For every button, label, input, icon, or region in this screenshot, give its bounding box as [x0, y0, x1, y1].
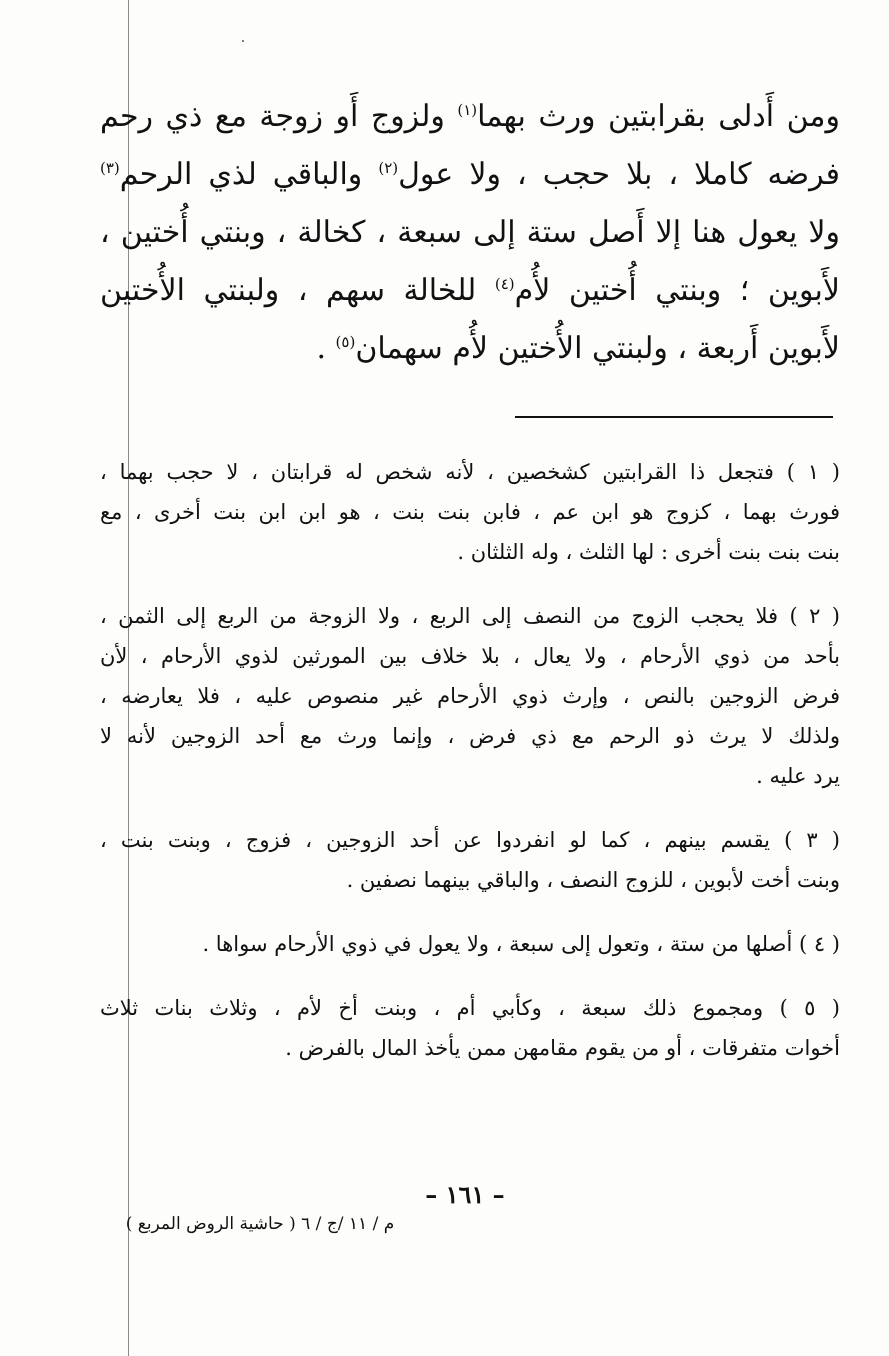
- footnote-2-line-1: ( ٢ ) فلا يحجب الزوج من النصف إلى الربع ، ولا الزوجة من الربع إلى الثمن ،: [100, 604, 840, 628]
- footnote-1-line-3: بنت بنت بنت أخرى : لها الثلث ، وله الثلثان .: [457, 540, 840, 564]
- main-line-1: [100, 88, 840, 146]
- footnote-5: [100, 988, 840, 1068]
- footnote-4: [100, 924, 840, 964]
- footnote-marker-1[interactable]: (١): [457, 101, 478, 119]
- footnote-5-line-2: أخوات متفرقات ، أو من يقوم مقامهن ممن يأخذ المال بالفرض .: [285, 1036, 840, 1060]
- footnote-marker-4[interactable]: (٤): [494, 275, 515, 293]
- main-line-1-head: ومن أَدلى بقرابتين ورث بهما: [477, 99, 840, 134]
- printer-signature: م / ١١ /ج / ٦ ( حاشية الروض المربع ): [125, 1214, 395, 1234]
- main-line-5-tail: .: [316, 331, 326, 366]
- paper-speck: [242, 40, 244, 42]
- footnote-2-line-2: بأحد من ذوي الأرحام ، ولا يعال ، بلا خلاف بين المورثين لذوي الأرحام ، لأن: [100, 644, 840, 668]
- footnote-marker-5[interactable]: (٥): [335, 333, 356, 351]
- footnote-marker-2[interactable]: (٢): [378, 159, 399, 177]
- footnote-1: [100, 452, 840, 572]
- main-line-5-head: لأَبوين أَربعة ، ولبنتي الأُختين لأُم سهمان: [355, 331, 840, 366]
- footnote-1-line-2: فورث بهما ، كزوج هو ابن عم ، فابن بنت بنت ، هو ابن ابن بنت أخرى ، مع: [100, 500, 840, 524]
- page-number: – ١٦١ –: [425, 1180, 505, 1209]
- main-line-4: [100, 262, 840, 320]
- footnote-5-line-1: ( ٥ ) ومجموع ذلك سبعة ، وكأبي أم ، وبنت أخ لأم ، وثلاث بنات ثلاث: [100, 996, 840, 1020]
- main-line-5: [100, 320, 840, 378]
- main-line-2: [100, 146, 840, 204]
- footnote-marker-3[interactable]: (٣): [100, 159, 120, 177]
- footnote-3-line-2: وبنت أخت لأبوين ، للزوج النصف ، والباقي بينهما نصفين .: [346, 868, 840, 892]
- footnote-3: [100, 820, 840, 900]
- main-line-4-tail: للخالة سهم ، ولبنتي الأُختين: [100, 273, 477, 308]
- footnote-2-line-4: ولذلك لا يرث ذو الرحم مع ذي فرض ، وإنما ورث مع أحد الزوجين لأنه لا: [100, 724, 840, 748]
- main-text-block: [100, 88, 840, 378]
- main-line-1-tail: ولزوج أَو زوجة مع ذي رحم: [100, 99, 445, 134]
- main-line-2-head: فرضه كاملا ، بلا حجب ، ولا عول: [398, 157, 841, 192]
- main-line-2-tail: والباقي لذي الرحم: [119, 157, 363, 192]
- footnote-1-line-1: ( ١ ) فتجعل ذا القرابتين كشخصين ، لأنه شخص له قرابتان ، لا حجب بهما ،: [100, 460, 841, 484]
- footnote-separator: [515, 416, 833, 418]
- footnote-2: [100, 596, 840, 796]
- footnote-3-line-1: ( ٣ ) يقسم بينهم ، كما لو انفردوا عن أحد الزوجين ، فزوج ، وبنت بنت ،: [100, 828, 840, 852]
- footnote-4-line-1: ( ٤ ) أصلها من ستة ، وتعول إلى سبعة ، ولا يعول في ذوي الأرحام سواها .: [202, 932, 840, 956]
- footnotes-block: [100, 452, 840, 1092]
- footnote-2-line-5: يرد عليه .: [756, 764, 840, 788]
- main-line-4-head: لأَبوين ؛ وبنتي أُختين لأُم: [514, 273, 840, 308]
- footnote-2-line-3: فرض الزوجين بالنص ، وإرث ذوي الأرحام غير منصوص عليه ، فلا يعارضه ،: [100, 684, 840, 708]
- main-line-3: ولا يعول هنا إلا أَصل ستة إلى سبعة ، كخالة ، وبنتي أُختين ،: [100, 215, 840, 250]
